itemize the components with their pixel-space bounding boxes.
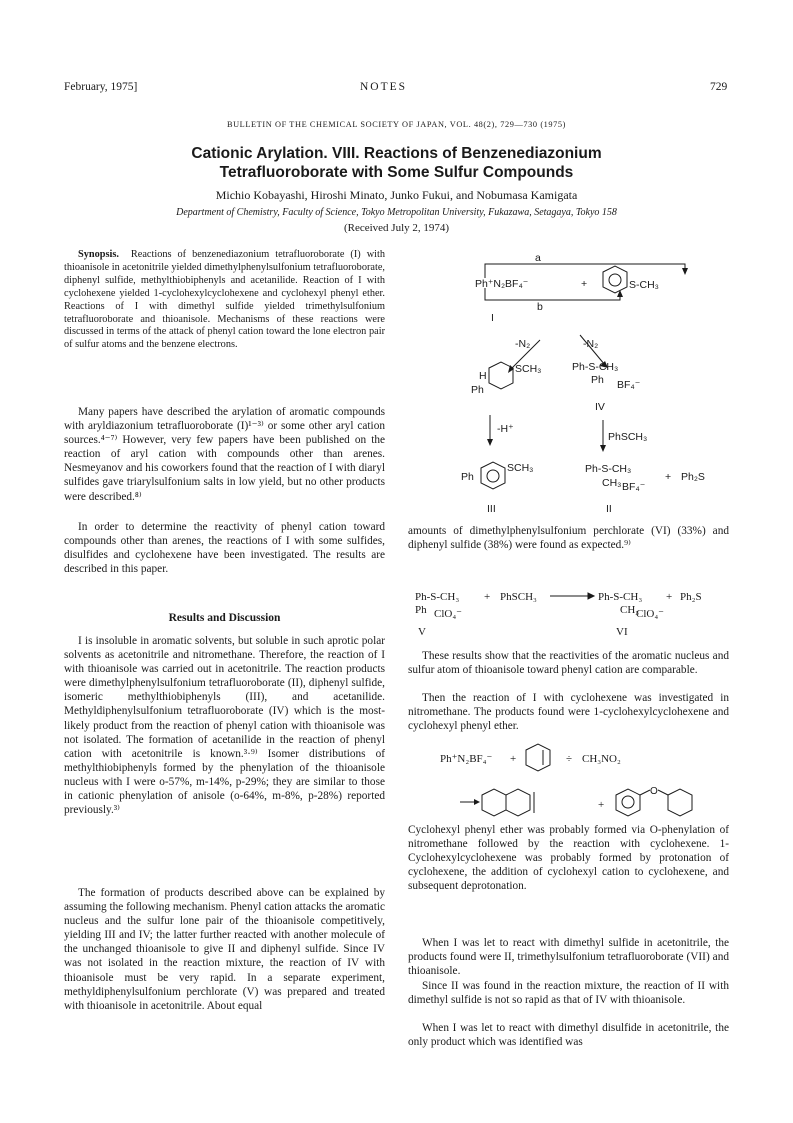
section-heading: Results and Discussion <box>168 612 281 624</box>
header-left: February, 1975] <box>64 81 138 93</box>
arrow-b-label: -N₂ <box>583 338 599 350</box>
sigma-complex-ring <box>489 362 513 389</box>
compound-label-III: III <box>487 503 496 515</box>
journal-line: BULLETIN OF THE CHEMICAL SOCIETY OF JAPAN, VOL. 48(2), 729—730 (1975) <box>226 120 567 129</box>
paper-title <box>60 144 733 182</box>
right-paragraph-4: Cyclohexyl phenyl ether was probably formed via O-phenylation of nitromethane followed by the reaction with cyclohexene. 1-Cyclohexylcyclohexene was probably formed by protonation of cyclohexene, the addition of cyclohexyl cation to cyclohexene, and subsequent deprotonation. <box>408 824 729 893</box>
eq1-reactant: Ph-S-CH₃ <box>415 591 460 603</box>
eq1-reactant-ph: Ph <box>415 604 427 616</box>
compound-label-V: V <box>418 626 426 638</box>
right-paragraph-2: These results show that the reactivities of the aromatic nucleus and sulfur atom of thioanisole toward phenyl cation are comparable. <box>408 650 729 677</box>
synopsis-text: Reactions of benzenediazonium tetrafluoroborate (I) with thioanisole in acetonitrile yielded dimethylphenylsulfonium tetrafluoroborate, diphenyl sulfide, methylthiobiphenyls and acetanilide. Reaction of I with cyclohexene yielded 1-cyclohexylcyclohexene and cyclohexyl phenyl ether. Reactions of I with dimethyl sulfide yielded trimethylsulfonium tetrafluoroborate and thioanisole. Mechanisms of these reactions were discussed in terms of the attack of phenyl cation toward the lone electron pair of sulfur atoms and the benzene electrons. <box>64 249 385 351</box>
compound-label-I: I <box>491 312 494 324</box>
eq1-plus-2: + <box>666 591 673 603</box>
arrow-a-label: -N₂ <box>515 338 531 350</box>
label-b: b <box>537 301 543 313</box>
intro-paragraph-1: Many papers have described the arylation of aromatic compounds with aryldiazonium tetrafluoroborate (I)¹⁻³⁾ or some other aryl cation sources.⁴⁻⁷⁾ However, very few papers have been published on the reaction of aryl cation with compounds other than arenes. Nesmeyanov and his coworkers found that the reaction of I with diaryl sulfides gave triarylsulfonium salts in low yield, but no other products were described.⁸⁾ <box>64 406 385 503</box>
compound-label-II: II <box>606 503 612 515</box>
equation-2 <box>430 740 730 820</box>
ii-plus: + <box>665 471 672 483</box>
compound-label-VI: VI <box>616 626 628 638</box>
page-number: 729 <box>710 81 728 93</box>
eq2-plus-2: ÷ <box>566 753 573 765</box>
eq1-reagent: PhSCH₃ <box>500 591 537 603</box>
cyclohexylcyclohexene-ring-1 <box>482 789 506 816</box>
cyclohexyl-ring <box>668 789 692 816</box>
iv-line-2: Ph <box>591 374 604 386</box>
equation-1 <box>410 582 720 642</box>
sigma-ph: Ph <box>471 384 484 396</box>
compound-label-IV: IV <box>595 401 605 413</box>
eq1-plus: + <box>484 591 491 603</box>
ether-oxygen: O <box>650 786 658 797</box>
label-a: a <box>535 252 541 264</box>
eq2-solvent: CH₃NO₂ <box>582 753 621 765</box>
iv-line-1: Ph-S-CH₃ <box>572 361 619 373</box>
iv-bf4: BF₄⁻ <box>617 379 641 391</box>
reactant-diazonium: Ph⁺N₂BF₄⁻ <box>475 278 529 290</box>
sigma-sch3: SCH₃ <box>515 363 542 375</box>
iii-ph: Ph <box>461 471 474 483</box>
thioanisole-substituent: S-CH₃ <box>629 279 659 291</box>
arrow-phsch3-label: PhSCH₃ <box>608 431 648 443</box>
iii-sch3: SCH₃ <box>507 462 534 474</box>
eq1-reactant-clo4: ClO₄⁻ <box>434 608 462 620</box>
right-paragraph-1: amounts of dimethylphenylsulfonium perchlorate (VI) (33%) and diphenyl sulfide (38%) were found as expected.⁹⁾ <box>408 525 729 552</box>
eq1-ph2s: Ph₂S <box>680 591 702 603</box>
eq1-product: Ph-S-CH₃ <box>598 591 643 603</box>
right-paragraph-3: Then the reaction of I with cyclohexene was investigated in nitromethane. The products found were 1-cyclohexylcyclohexene and cyclohexyl phenyl ether. <box>408 692 729 733</box>
eq2-reactant: Ph⁺N₂BF₄⁻ <box>440 753 493 765</box>
phenyl-ring <box>616 789 640 816</box>
ii-ph2s: Ph₂S <box>681 471 705 483</box>
header-center: NOTES <box>360 81 408 93</box>
eq2-plus: + <box>510 753 517 765</box>
affiliation: Department of Chemistry, Faculty of Science, Tokyo Metropolitan University, Fukazawa, Setagaya, Tokyo 158 <box>176 207 617 218</box>
ii-line-1: Ph-S-CH₃ <box>585 463 632 475</box>
ii-line-2: CH₃ <box>602 477 622 489</box>
results-paragraph-2: The formation of products described above can be explained by assuming the following mechanism. Phenyl cation attacks the aromatic nucleus and the sulfur lone pair of the thioanisole competitively, yielding III and IV; the latter further reacted with another molecule of the unchanged thioanisole to give II and diphenyl sulfide. Since IV was not isolated in the reaction mixture, the reaction of IV with thioanisole must be very rapid. In a separate experiment, methyldiphenylsulfonium perchlorate (V) was prepared and treated with thioanisole in acetonitrile. About equal <box>64 887 385 1012</box>
synopsis-label: Synopsis. <box>78 249 119 260</box>
intro-paragraph-2: In order to determine the reactivity of phenyl cation toward compounds other than arenes, the reactions of I with some sulfides, disulfides and cyclohexene have been investigated. The results are described in this paper. <box>64 521 385 576</box>
eq1-product-ch3: CH₃ <box>620 604 640 616</box>
reaction-scheme-1 <box>455 250 735 520</box>
arrow-deprotonation-label: -H⁺ <box>497 423 514 435</box>
cyclohexylcyclohexene-ring-2 <box>506 789 530 816</box>
eq1-product-clo4: ClO₄⁻ <box>636 608 664 620</box>
synopsis <box>64 249 385 352</box>
right-paragraph-6: Since II was found in the reaction mixture, the reaction of II with dimethyl sulfide is not so rapid as that of IV with thioanisole. <box>408 980 729 1007</box>
eq2-plus-3: + <box>598 799 605 811</box>
plus-sign: + <box>581 278 588 290</box>
title-line-1: Cationic Arylation. VIII. Reactions of Benzenediazonium <box>191 145 602 162</box>
sigma-h: H <box>479 370 487 382</box>
right-paragraph-7: When I was let to react with dimethyl disulfide in acetonitrile, the only product which was identified was <box>408 1022 729 1049</box>
cyclohexene-ring <box>526 744 550 771</box>
benzene-ring-reactant <box>603 266 627 293</box>
ii-bf4: BF₄⁻ <box>622 481 646 493</box>
biphenyl-ring <box>481 462 505 489</box>
title-line-2: Tetrafluoroborate with Some Sulfur Compounds <box>219 164 574 181</box>
authors: Michio Kobayashi, Hiroshi Minato, Junko Fukui, and Nobumasa Kamigata <box>215 188 578 202</box>
results-paragraph-1: I is insoluble in aromatic solvents, but soluble in such aprotic polar solvents as acetonitrile and nitromethane. Therefore, the reaction of I with thioanisole was carried out in acetonitrile. The reaction products were dimethylphenylsulfonium tetrafluoroborate (II), diphenyl sulfide, isomeric methylthiobiphenyls (III), and acetanilide. Methyldiphenylsulfonium tetrafluoroborate (IV) which is the most-likely product from the reaction of phenyl cation with thioanisole was not isolated. The formation of acetanilide in the reaction of phenyl cation with acetonitrile is known.³·⁹⁾ Isomer distributions of methylthiobiphenyls formed by the phenylation of the thioanisole nucleus with I were o-57%, m-14%, p-29%; they are similar to those in cationic phenylation of anisole (o-64%, m-8%, p-28%) reported previously.³⁾ <box>64 635 385 817</box>
arrow-a-path <box>485 264 685 278</box>
right-paragraph-5: When I was let to react with dimethyl sulfide in acetonitrile, the products found were II, trimethylsulfonium tetrafluoroborate (VII) and thioanisole. <box>408 937 729 978</box>
received-date: (Received July 2, 1974) <box>343 222 450 234</box>
